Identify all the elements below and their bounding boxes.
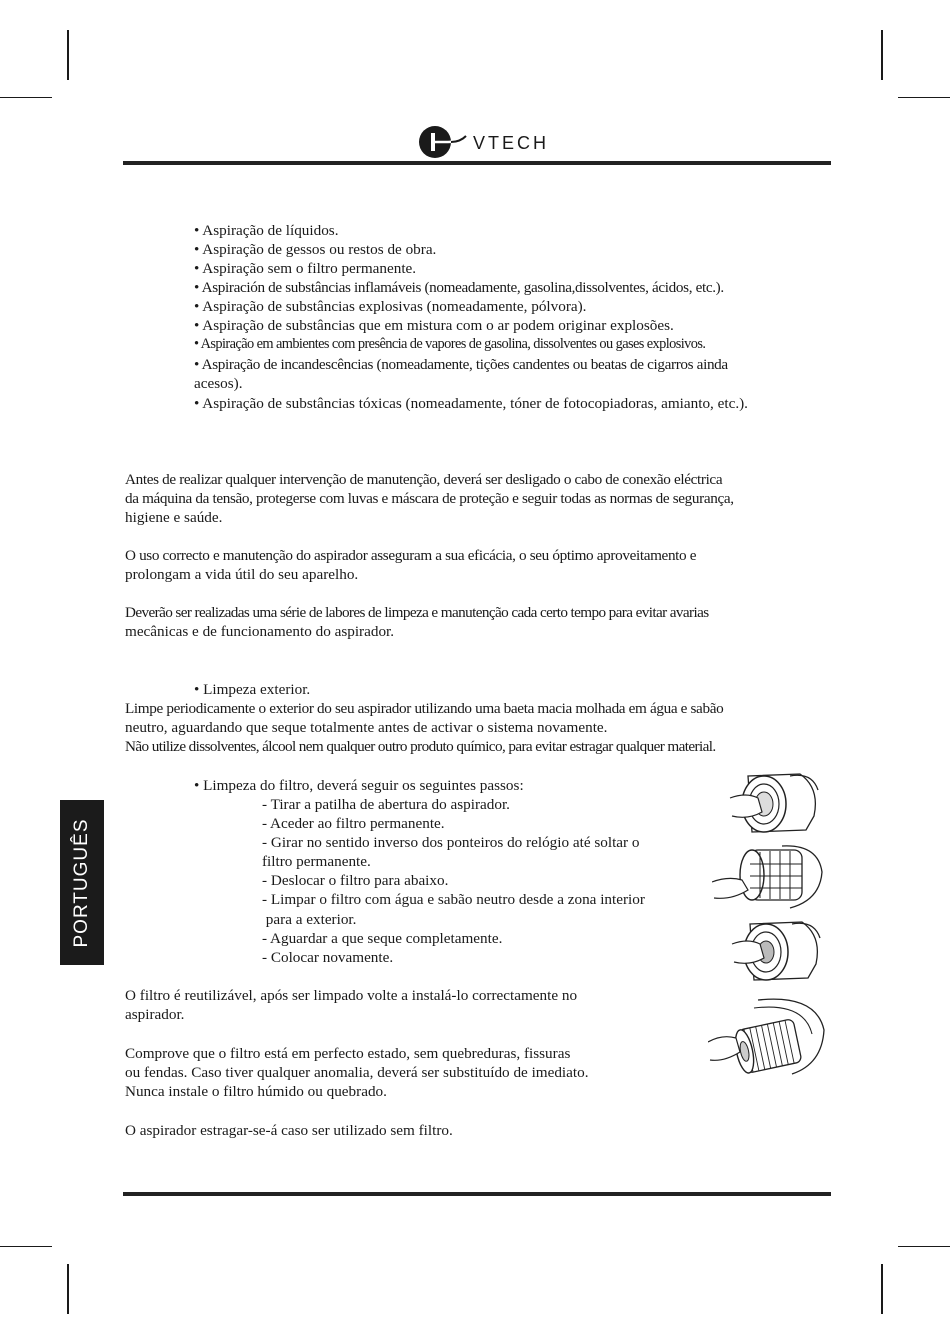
filter-illustration-open-icon: [728, 768, 828, 838]
crop-mark: [898, 97, 950, 98]
paragraph-line: higiene e saúde.: [125, 509, 223, 526]
bullet-item: acesos).: [194, 375, 243, 392]
header-rule: [123, 161, 831, 165]
crop-mark: [0, 97, 52, 98]
bullet-item: • Aspiração de substâncias explosivas (nomeadamente, pólvora).: [194, 298, 587, 315]
crop-mark: [67, 1264, 69, 1314]
paragraph-line: Antes de realizar qualquer intervenção de manutenção, deverá ser desligado o cabo de conexão eléctrica: [125, 471, 723, 488]
step-item: - Deslocar o filtro para abaixo.: [262, 872, 449, 889]
paragraph-line: Limpe periodicamente o exterior do seu aspirador utilizando uma baeta macia molhada em água e sabão: [125, 700, 724, 717]
step-item: - Limpar o filtro com água e sabão neutro desde a zona interior: [262, 891, 645, 908]
bullet-item: • Aspiração de incandescências (nomeadamente, tições candentes ou beatas de cigarros ainda: [194, 356, 728, 373]
crop-mark: [898, 1246, 950, 1247]
paragraph-line: neutro, aguardando que seque totalmente antes de activar o sistema novamente.: [125, 719, 608, 736]
bullet-item: • Aspiração em ambientes com presência de vapores de gasolina, dissolventes ou gases explosivos.: [194, 336, 706, 352]
bullet-item: • Aspiração sem o filtro permanente.: [194, 260, 417, 277]
bullet-item: • Aspiração de substâncias que em mistura com o ar podem originar explosões.: [194, 317, 674, 334]
step-item: filtro permanente.: [262, 853, 371, 870]
warning-line: O aspirador estragar-se-á caso ser utilizado sem filtro.: [125, 1122, 453, 1139]
language-tab: [60, 800, 104, 965]
crop-mark: [881, 1264, 883, 1314]
bullet-item: • Aspiração de líquidos.: [194, 222, 339, 239]
paragraph-line: prolongam a vida útil do seu aparelho.: [125, 566, 359, 583]
paragraph-line: mecânicas e de funcionamento do aspirador.: [125, 623, 395, 640]
filter-illustration-rotate-icon: [730, 916, 828, 986]
bullet-item: • Aspiração de gessos ou restos de obra.: [194, 241, 437, 258]
step-item: - Tirar a patilha de abertura do aspirador.: [262, 796, 510, 813]
crop-mark: [881, 30, 883, 80]
paragraph-line: O filtro é reutilizável, após ser limpado volte a instalá-lo correctamente no: [125, 987, 578, 1004]
crop-mark: [0, 1246, 52, 1247]
paragraph-line: da máquina da tensão, protegerse com luvas e máscara de proteção e seguir todas as normas de segurança,: [125, 490, 734, 507]
paragraph-line: aspirador.: [125, 1006, 185, 1023]
step-item: - Girar no sentido inverso dos ponteiros do relógio até soltar o: [262, 834, 640, 851]
paragraph-line: Nunca instale o filtro húmido ou quebrado.: [125, 1083, 387, 1100]
footer-rule: [123, 1192, 831, 1196]
paragraph-line: Deverão ser realizadas uma série de labores de limpeza e manutenção cada certo tempo para evitar avarias: [125, 604, 709, 621]
language-tab-label: PORTUGUÊS: [71, 817, 92, 948]
bullet-item: • Aspiración de substâncias inflamáveis (nomeadamente, gasolina,dissolventes, ácidos, etc.).: [194, 279, 724, 296]
paragraph-line: Comprove que o filtro está em perfecto estado, sem quebreduras, fissuras: [125, 1045, 571, 1062]
filter-illustration-remove-icon: [712, 842, 828, 914]
brand-name: VTECH: [473, 133, 550, 153]
step-item: para a exterior.: [262, 911, 357, 928]
step-item: - Aguardar a que seque completamente.: [262, 930, 503, 947]
filter-illustration-install-icon: [708, 994, 830, 1084]
step-item: - Aceder ao filtro permanente.: [262, 815, 445, 832]
paragraph-line: O uso correcto e manutenção do aspirador asseguram a sua eficácia, o seu óptimo aproveitamento e: [125, 547, 697, 564]
paragraph-line: Não utilize dissolventes, álcool nem qualquer outro produto químico, para evitar estragar qualquer material.: [125, 738, 716, 755]
step-item: - Colocar novamente.: [262, 949, 394, 966]
paragraph-line: ou fendas. Caso tiver qualquer anomalia, deverá ser substituído de imediato.: [125, 1064, 589, 1081]
section-title: • Limpeza exterior.: [194, 681, 311, 698]
crop-mark: [67, 30, 69, 80]
bullet-item: • Aspiração de substâncias tóxicas (nomeadamente, tóner de fotocopiadoras, amianto, etc.).: [194, 395, 748, 412]
section-title: • Limpeza do filtro, deverá seguir os seguintes passos:: [194, 777, 524, 794]
